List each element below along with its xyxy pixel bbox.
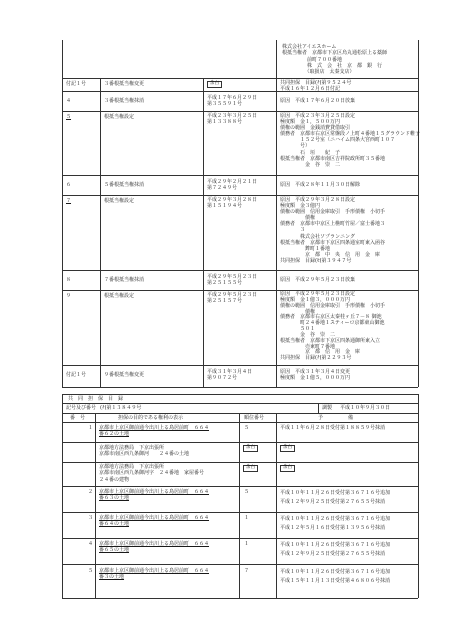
content-line: 鉾町１番地 — [280, 245, 331, 252]
entry-receipt: 平成２９年３月２８日 第１５１９４号 — [207, 197, 258, 210]
table-line — [62, 175, 418, 176]
right-line: 番６４の土地 — [99, 521, 130, 528]
entry-receipt: 平成２３年３月２５日 第１３３８８号 — [207, 113, 258, 126]
content-line: 金 谷 崇 二 — [280, 331, 336, 338]
content-line: 原因 平成２９年５月２３日設定 — [280, 291, 356, 297]
content-line: 石 垣 紀 子 — [280, 149, 341, 156]
entry-receipt: 平成２９年２月２１日 第７２４９号 — [207, 179, 258, 192]
content-line: 京 都 信 用 金 庫 — [280, 349, 361, 356]
content-line: 原因 平成３１年３月４日変更 — [280, 369, 351, 375]
content-line: 債権の範囲 信用金庫取引 手形債権 小切手 — [280, 209, 386, 216]
joint-item-notes — [280, 568, 390, 586]
right-line: 京都地方法務局 下京出張所 — [99, 464, 165, 470]
note-line: 平成１０年１１月２６日受付第３６７１６号追加 — [280, 490, 391, 496]
table-line — [62, 111, 418, 112]
entry-purpose: 根抵当権設定 — [104, 198, 135, 204]
content-line: 債権の範囲 金銭消費貸借取引 — [280, 125, 351, 132]
entry-number: ８ — [66, 277, 72, 283]
joint-header-number: 番 号 — [70, 415, 86, 421]
right-line: 京都市上京区御前通今出川上る鳥居前町 ６６４ — [99, 515, 210, 521]
mortgagee-line: （取扱店 太秦支店） — [282, 69, 355, 75]
content-line: 債権 — [280, 215, 316, 222]
right-line: ２４番の建物 — [99, 476, 130, 483]
right-line: 京都地方法務局 下京出張所 — [99, 445, 165, 451]
joint-sign-label: 記号及び番号 — [66, 405, 97, 411]
joint-item-right — [99, 568, 209, 581]
content-line: 平成１６年１２月６日付記 — [280, 86, 341, 93]
joint-item-rank — [243, 464, 258, 472]
note-line: 平成１５年１１月１３日受付第４６８０６号抹消 — [280, 578, 391, 584]
joint-item-right — [99, 425, 209, 438]
joint-item-rank: ５ — [244, 489, 250, 495]
joint-item-notes — [280, 541, 390, 558]
content-line: ３ — [280, 227, 306, 234]
content-line: 共同担保 目録(ﾁ)第９５２４号 — [280, 80, 352, 86]
content-line: 株式会社ソプランニング — [280, 233, 355, 240]
note-line: 平成１０年１１月２６日受付第３６７１６号追加 — [280, 569, 391, 575]
entry-purpose: 根抵当権設定 — [104, 114, 135, 120]
content-line: 極度額 金３億円 — [280, 203, 321, 210]
content-line: 原因 平成２３年３月２５日設定 — [280, 113, 356, 119]
content-line: 号） — [280, 143, 311, 150]
table-line — [62, 387, 418, 388]
joint-line — [95, 413, 96, 598]
mortgagee-line: 前町７００番地 — [282, 56, 343, 63]
joint-header-rank: 順位番号 — [244, 415, 265, 421]
joint-line — [318, 403, 319, 413]
joint-item-rank: １ — [244, 541, 250, 547]
joint-item-rank: １ — [244, 515, 250, 521]
joint-item-notes — [280, 444, 295, 452]
joint-line — [62, 486, 418, 487]
joint-line — [62, 564, 418, 565]
mortgagee-line: 株 式 会 社 京 都 銀 行 — [282, 62, 383, 69]
content-line: 原因 平成２９年５月２３日放棄 — [280, 277, 356, 283]
content-line: 原因 平成１７年６月２０日放棄 — [280, 98, 356, 104]
joint-line — [62, 538, 418, 539]
joint-line — [62, 598, 418, 599]
content-line: 極度額 金１億３，０００万円 — [280, 296, 351, 303]
right-line: 京都市上京区御前通今出川上る鳥居前町 ６６４ — [99, 425, 210, 431]
content-line: 根抵当権者 京都市南区吉祥院政所町３５番地 — [280, 155, 386, 162]
joint-line — [418, 394, 419, 598]
blank-stamp: 余白 — [243, 445, 258, 452]
entry-content — [280, 182, 360, 188]
note-line: 平成１０年１１月２６日受付第３６７１６号追加 — [280, 542, 391, 548]
table-line — [62, 78, 418, 79]
joint-item-right — [99, 515, 209, 528]
right-line: 番６２の土地 — [99, 431, 130, 438]
joint-item-number: ４ — [88, 541, 94, 547]
entry-content — [280, 292, 385, 362]
joint-line — [62, 422, 418, 423]
table-line — [418, 40, 419, 387]
joint-line — [62, 413, 418, 414]
content-line: 極度額 金１，５００万円 — [280, 119, 341, 126]
note-line: 平成１１年６月２８日受付第１８８５９号抹消 — [280, 425, 386, 431]
joint-title: 共 同 担 保 目 録 — [68, 396, 124, 402]
joint-item-number: ２ — [88, 489, 94, 495]
joint-item-notes — [280, 425, 385, 431]
joint-line — [62, 462, 418, 463]
entry-receipt — [207, 80, 222, 88]
right-line: 京都市南区西九条御河 ２４番の土地 — [99, 451, 190, 458]
entry-receipt: 平成２９年５月２３日 第２５１５７号 — [207, 292, 258, 305]
content-line: 債務者 京都市右京区太秦桂ヶ丘７－８ 御池 — [280, 314, 382, 321]
note-line: 平成１２年９月２５日受付第２７６５５号抹消 — [280, 498, 386, 505]
content-line: 町２４番地１スティーロ京都東山御池 — [280, 320, 385, 327]
note-line: 平成１２年５月１６日受付第１３９５６号抹消 — [280, 524, 386, 531]
joint-sign-value: (ﾁ)第１３８４９号 — [100, 405, 142, 411]
joint-item-number: ５ — [88, 568, 94, 574]
entry-number: 付記１号 — [66, 81, 87, 87]
content-line: 債務者 京都市中京区上樵町竹屋／富士番地３ — [280, 221, 386, 228]
mortgagee-line: 根抵当権者 京都市下京区烏丸通松原上る薬師 — [282, 50, 388, 57]
joint-header-right: 担保の目的である権利の表示 — [118, 415, 184, 421]
joint-line — [62, 394, 63, 598]
entry-content — [280, 197, 385, 264]
content-line: １５２号室（ニハイム四条大宮西町１０７ — [280, 137, 396, 144]
right-line: 京都市上京区御前通今出川上る鳥居前町 ６６４ — [99, 541, 210, 547]
joint-item-notes — [280, 515, 390, 532]
joint-prep-value: 平成１０年９月３０日 — [340, 405, 391, 411]
entry-number: 付記１号 — [66, 372, 87, 378]
table-line — [62, 91, 418, 92]
entry-purpose: ９番根抵当権変更 — [104, 372, 145, 378]
entry-content — [280, 369, 350, 382]
joint-item-right — [99, 541, 209, 554]
entry-purpose: ５番根抵当権抹消 — [104, 182, 145, 188]
right-line: 京都市上京区御前通今出川上る鳥居前町 ６６４ — [99, 568, 210, 574]
right-line: 番３の土地 — [99, 574, 125, 581]
joint-item-number: １ — [88, 425, 94, 431]
joint-item-number: ３ — [88, 515, 94, 521]
joint-line — [62, 512, 418, 513]
entry-content — [280, 98, 355, 104]
content-line: 京 都 中 央 信 用 金 庫 — [280, 251, 381, 258]
joint-item-rank: ７ — [244, 568, 250, 574]
content-line: 根抵当権者 京都市下京区四条通御所東入立 — [280, 337, 381, 344]
joint-line — [239, 413, 240, 598]
joint-item-right — [99, 445, 189, 458]
content-line: 債務者 京都市右京区常盤段ノ上町４番地１５グラウンド帷子 — [280, 131, 421, 138]
table-line — [100, 78, 101, 387]
content-line: 共同担保 目録(ﾁ)第２２９３号 — [280, 355, 352, 362]
joint-line — [62, 442, 418, 443]
table-line — [276, 40, 277, 387]
table-line — [62, 290, 418, 291]
mortgagee-block — [282, 44, 387, 75]
joint-line — [62, 394, 418, 395]
entry-number: ５ — [66, 114, 72, 120]
joint-item-notes — [280, 464, 295, 472]
right-line: 京都市南区西九条御河字 ２４番地 家屋番号 — [99, 470, 205, 477]
entry-purpose: ３番根抵当権変更 — [104, 81, 145, 87]
note-line: 平成１２年９月２５日受付第２７６５５号抹消 — [280, 550, 386, 557]
right-line: 京都市上京区御前通今出川上る鳥居前町 ６６４ — [99, 489, 210, 495]
content-line: 共同担保 目録(ｾ)第３９４７号 — [280, 257, 352, 264]
right-line: 番６５の土地 — [99, 547, 130, 554]
entry-content — [280, 277, 355, 283]
content-line: 債権 — [280, 308, 316, 315]
content-line: ５０１ — [280, 326, 316, 333]
blank-stamp: 余白 — [280, 465, 295, 472]
content-line: 極度額 金１億５，０００万円 — [280, 375, 351, 382]
joint-item-right — [99, 464, 204, 483]
table-line — [62, 195, 418, 196]
blank-stamp: 余白 — [243, 465, 258, 472]
table-line — [62, 40, 63, 387]
content-line: 原因 平成２８年１１月３０日解除 — [280, 182, 361, 188]
joint-item-notes — [280, 489, 390, 506]
joint-line — [276, 413, 277, 598]
entry-number: ６ — [66, 182, 72, 188]
joint-line — [62, 403, 418, 404]
joint-header-notes: 予 備 — [318, 415, 354, 421]
joint-prep-label: 調製 — [322, 405, 333, 411]
entry-content — [280, 113, 420, 168]
entry-purpose: 根抵当権設定 — [104, 293, 135, 299]
blank-stamp: 余白 — [280, 445, 295, 452]
content-line: 売東町７番地 — [280, 343, 336, 350]
entry-purpose: ３番根抵当権抹消 — [104, 98, 145, 104]
entry-receipt: 平成３１年３月４日 第９０７２号 — [207, 369, 253, 382]
content-line: 根抵当権者 京都市下京区四条通室町東入函谷 — [280, 239, 386, 246]
entry-number: ７ — [66, 198, 72, 204]
table-line — [62, 365, 418, 366]
entry-content — [280, 80, 351, 93]
table-line — [203, 78, 204, 387]
table-line — [62, 270, 418, 271]
entry-number: ４ — [66, 98, 72, 104]
content-line: 原因 平成２９年３月２８日設定 — [280, 197, 356, 203]
joint-item-rank: ５ — [244, 425, 250, 431]
joint-item-right — [99, 489, 209, 502]
content-line: 金 谷 崇 二 — [280, 161, 341, 168]
note-line: 平成１０年１１月２６日受付第３６７１６号追加 — [280, 516, 391, 522]
entry-receipt: 平成１７年６月２９日 第３５５９１号 — [207, 95, 258, 108]
entry-number: ９ — [66, 293, 72, 299]
content-line: 債権の範囲 信用金庫取引 手形債権 小切手 — [280, 302, 386, 309]
right-line: 番６３の土地 — [99, 495, 130, 502]
entry-receipt: 平成２９年５月２３日 第２５１５５号 — [207, 274, 258, 287]
mortgagee-line: 株式会社アイエスホーム — [282, 44, 337, 50]
entry-purpose: ７番根抵当権抹消 — [104, 277, 145, 283]
joint-item-rank — [243, 444, 258, 452]
blank-stamp: 余白 — [207, 81, 222, 88]
